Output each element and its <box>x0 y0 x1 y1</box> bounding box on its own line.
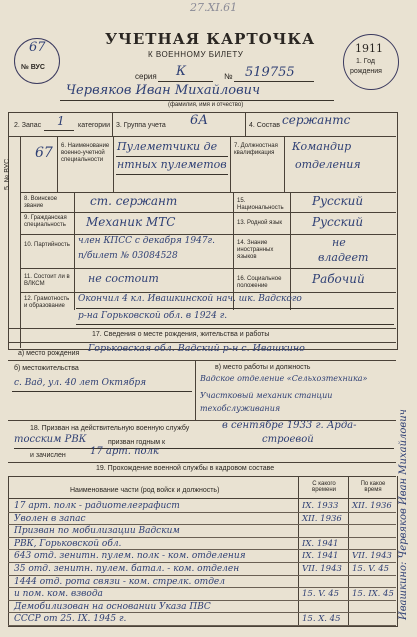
table-header-from: С какого времени <box>312 481 336 493</box>
label-row8: 8. Воинское звание <box>24 196 58 209</box>
table-cell-unit: и пом. ком. взвода <box>14 589 103 600</box>
table-cell-to: XII. 1936 <box>352 501 392 511</box>
table-row <box>8 563 396 576</box>
table-header-to: По какое время <box>360 481 386 493</box>
table-cell-unit: СССР от 25. IX. 1945 г. <box>14 614 127 625</box>
label-kategoria: категории <box>78 122 110 129</box>
value-group: 6А <box>190 113 209 128</box>
value-row10-line1: член КПСС с декабря 1947г. <box>78 236 215 246</box>
label-row9: 9. Гражданская специальность <box>24 215 67 228</box>
table-cell-from: IX. 1941 <box>302 538 339 549</box>
label-group: 3. Группа учета <box>116 122 166 129</box>
value-row8: ст. сержант <box>90 194 178 208</box>
table-row <box>8 601 396 614</box>
row18-label-2: призван годным к <box>108 439 166 446</box>
birth-year-label-1: 1. Год <box>356 58 375 65</box>
table-cell-from: XII. 1936 <box>302 513 342 524</box>
vus-side-value: 67 <box>35 145 53 161</box>
value-row11: не состоит <box>88 272 159 285</box>
table-cell-unit: 643 отд. зенитн. пулем. полк - ком. отделения <box>14 551 246 562</box>
label-row10: 10. Партийность <box>24 242 70 248</box>
table-cell-unit: 35 отд. зенитн. пулем. батал. - ком. отделен <box>14 564 240 574</box>
row17-b-value: с. Вад, ул. 40 лет Октября <box>14 378 147 388</box>
label-row14: 14. Знание иностранных языков <box>237 240 274 260</box>
value-row6-line2: нтных пулеметов <box>117 158 227 171</box>
value-row14-line1: не <box>332 236 346 249</box>
table-row <box>8 525 396 538</box>
number-value: 519755 <box>245 65 295 80</box>
vus-circle-number: 67 <box>29 40 46 55</box>
table-row <box>8 538 396 551</box>
birth-year-label-2: рождения <box>350 68 382 75</box>
vus-circle-label: № ВУС <box>21 64 45 71</box>
label-row12: 12. Грамотность и образование <box>24 296 70 309</box>
value-row9: Механик МТС <box>86 215 176 229</box>
top-note: 27.XI.61 <box>190 1 238 14</box>
value-row10-line2: п/билет № 03084528 <box>78 251 178 261</box>
table-row <box>8 500 396 513</box>
value-row16: Рабочий <box>312 272 365 286</box>
table-row <box>8 576 396 589</box>
series-label: серия <box>135 72 157 81</box>
value-row14-line2: владеет <box>318 251 369 264</box>
table-cell-to: 15. IX. 45 <box>352 589 394 600</box>
table-row <box>8 613 396 626</box>
table-cell-unit: РВК, Горьковской обл. <box>14 538 122 549</box>
value-zapas: 1 <box>57 114 65 128</box>
label-row15: 15. Национальность <box>237 198 284 211</box>
row17-a-value: Горьковская обл. Вадский р-н с. Ивашкино <box>88 343 305 354</box>
full-name: Червяков Иван Михайлович <box>66 83 261 98</box>
card-subtitle: К ВОЕННОМУ БИЛЕТУ <box>148 50 244 59</box>
row17-c-value-1: Вадское отделение «Сельхозтехника» <box>200 374 368 383</box>
row17-c-label: в) место работы и должность <box>215 364 311 371</box>
value-row7-line1: Командир <box>292 140 352 153</box>
table-cell-unit: Демобилизован на основании Указа ПВС <box>14 601 211 612</box>
table-cell-unit: Призван по мобилизации Вадским <box>14 526 180 537</box>
table-row <box>8 513 396 526</box>
value-row15: Русский <box>312 194 364 208</box>
row18-label-3: и зачислен <box>30 452 66 459</box>
table-row <box>8 588 396 601</box>
series-value: К <box>176 64 187 79</box>
number-label: № <box>224 72 233 81</box>
table-cell-unit: Уволен в запас <box>14 513 86 524</box>
row18-value-4: 17 арт. полк <box>90 446 159 457</box>
table-cell-from: IX. 1941 <box>302 551 339 562</box>
label-zapas: 2. Запас <box>14 122 42 129</box>
row18-label: 18. Призван на действительную военную службу <box>30 425 190 432</box>
value-row13: Русский <box>312 215 364 229</box>
row17-a-label: а) место рождения <box>18 350 80 357</box>
label-row7: 7. Должностная квалификация <box>234 143 278 156</box>
side-margin-note: Ивашкино: Червяков Иван Михайлович <box>398 409 409 620</box>
row19-title: 19. Прохождение военной службы в кадровом составе <box>96 465 275 472</box>
table-cell-from: 15. X. 45 <box>302 614 341 625</box>
label-row11: 11. Состоит ли в ВЛКСМ <box>24 274 70 287</box>
label-row13: 13. Родной язык <box>237 220 283 226</box>
table-cell-to: 15. V. 45 <box>352 564 390 574</box>
value-row12-line2: р-на Горьковской обл. в 1924 г. <box>78 311 228 321</box>
table-cell-from: IX. 1933 <box>302 501 339 511</box>
value-row12-line1: Окончил 4 кл. Ивашкинской нач. шк. Вадского <box>78 294 302 304</box>
table-row-line <box>8 625 396 626</box>
table-cell-to: VII. 1943 <box>352 551 392 562</box>
label-row16: 16. Социальное положение <box>237 276 282 289</box>
row17-b-label: б) местожительства <box>14 365 79 372</box>
table-cell-from: 15. V. 45 <box>302 589 340 600</box>
table-cell-unit: 1444 отд. рота связи - ком. стрелк. отдел <box>14 576 225 587</box>
table-cell-from: VII. 1943 <box>302 564 342 574</box>
row18-value-1: в сентябре 1933 г. Арда- <box>222 420 357 431</box>
row18-value-2: тосским РВК <box>14 434 87 445</box>
value-row6-line1: Пулеметчики де <box>117 140 218 153</box>
table-cell-unit: 17 арт. полк - радиотелеграфист <box>14 501 180 511</box>
table-row <box>8 550 396 563</box>
vus-side-label: 5. № ВУС <box>4 158 11 190</box>
name-caption: (фамилия, имя и отчество) <box>168 102 244 108</box>
card-title: УЧЕТНАЯ КАРТОЧКА <box>105 30 316 48</box>
value-row7-line2: отделения <box>295 158 361 171</box>
row18-value-3: строевой <box>262 434 314 445</box>
birth-year-value: 1911 <box>355 42 383 55</box>
table-header-unit: Наименование части (род войск и должность) <box>70 487 220 494</box>
row17-c-value-2: Участковый механик станции техобслуживания <box>200 391 333 413</box>
label-sostav: 4. Состав <box>249 122 280 129</box>
value-sostav: сержантс <box>282 113 351 127</box>
row17-title: 17. Сведения о месте рождения, жительства и работы <box>92 331 270 338</box>
label-row6: 6. Наименование военно-учетной специальности <box>61 143 110 163</box>
